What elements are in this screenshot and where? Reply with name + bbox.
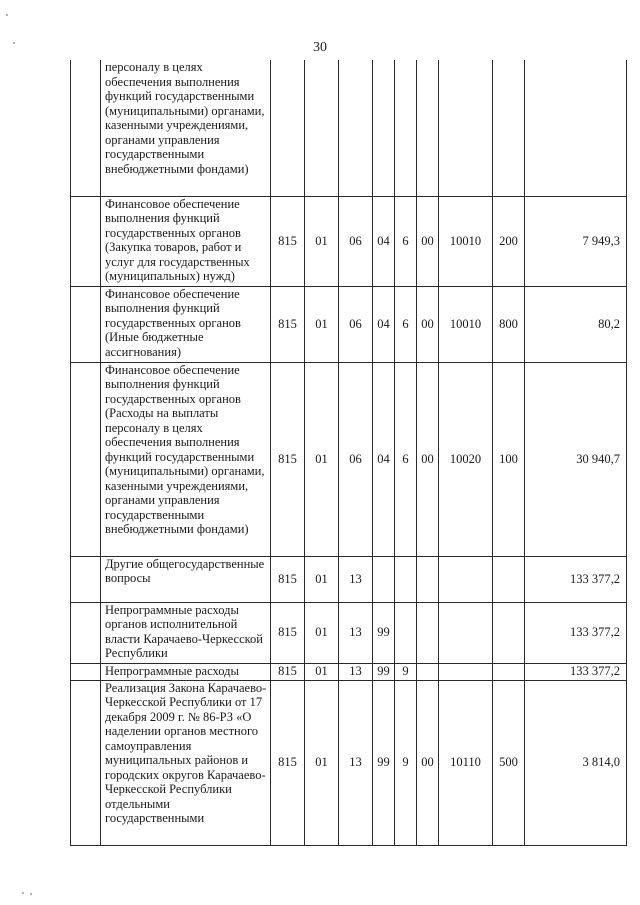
description-cell: Реализация Закона Карачаево-Черкесской Республики от 17 декабря 2009 г. № 86-РЗ «О наделении органов местного самоуправления муниципальных районов и городских округов Карачаево-Черкесской Республики отдельными государственными — [101, 680, 271, 845]
description-cell: Другие общегосударственные вопросы — [101, 556, 271, 602]
expense-type-code-cell: 100 — [493, 362, 525, 556]
budget-table-container — [70, 60, 626, 846]
row-number-cell — [71, 663, 101, 680]
target-article-code-1-cell — [373, 556, 395, 602]
table-row — [71, 286, 627, 362]
section-code-cell: 01 — [305, 196, 339, 286]
amount-cell: 80,2 — [525, 286, 627, 362]
expense-type-code-cell — [493, 663, 525, 680]
amount-cell: 133 377,2 — [525, 602, 627, 663]
target-article-code-3-cell — [417, 60, 439, 196]
row-number-cell — [71, 556, 101, 602]
target-article-code-4-cell: 10010 — [439, 196, 493, 286]
subsection-code-cell: 06 — [339, 286, 373, 362]
description-cell: Финансовое обеспечение выполнения функций государственных органов (Иные бюджетные ассигнования) — [101, 286, 271, 362]
subsection-code-cell: 13 — [339, 680, 373, 845]
target-article-code-1-cell: 99 — [373, 680, 395, 845]
description-cell: персоналу в целях обеспечения выполнения функций государственными (муниципальными) органами, казенными учреждениями, органами управления государственными внебюджетными фондами) — [101, 60, 271, 196]
target-article-code-4-cell — [439, 663, 493, 680]
description-cell: Непрограммные расходы органов исполнительной власти Карачаево-Черкесской Республики — [101, 602, 271, 663]
budget-table — [70, 60, 627, 846]
row-number-cell — [71, 286, 101, 362]
target-article-code-4-cell — [439, 602, 493, 663]
expense-type-code-cell — [493, 60, 525, 196]
subsection-code-cell: 06 — [339, 196, 373, 286]
description-cell: Финансовое обеспечение выполнения функций государственных органов (Закупка товаров, работ и услуг для государственных (муниципальных) нужд) — [101, 196, 271, 286]
section-code-cell: 01 — [305, 663, 339, 680]
row-number-cell — [71, 60, 101, 196]
section-code-cell — [305, 60, 339, 196]
amount-cell: 3 814,0 — [525, 680, 627, 845]
target-article-code-3-cell — [417, 556, 439, 602]
page-number: 30 — [313, 40, 327, 55]
section-code-cell: 01 — [305, 286, 339, 362]
row-number-cell — [71, 362, 101, 556]
subsection-code-cell: 13 — [339, 663, 373, 680]
table-row — [71, 556, 627, 602]
row-number-cell — [71, 196, 101, 286]
target-article-code-1-cell: 04 — [373, 362, 395, 556]
target-article-code-2-cell — [395, 602, 417, 663]
target-article-code-3-cell: 00 — [417, 362, 439, 556]
table-row — [71, 60, 627, 196]
table-row — [71, 602, 627, 663]
expense-type-code-cell: 500 — [493, 680, 525, 845]
ministry-code-cell: 815 — [271, 680, 305, 845]
ministry-code-cell — [271, 60, 305, 196]
row-number-cell — [71, 602, 101, 663]
target-article-code-2-cell: 9 — [395, 680, 417, 845]
amount-cell: 133 377,2 — [525, 663, 627, 680]
amount-cell — [525, 60, 627, 196]
table-row — [71, 680, 627, 845]
description-cell: Финансовое обеспечение выполнения функций государственных органов (Расходы на выплаты персоналу в целях обеспечения выполнения функций государственными (муниципальными) органами, казенными учреждениями, органами управления государственными внебюджетными фондами) — [101, 362, 271, 556]
subsection-code-cell: 06 — [339, 362, 373, 556]
amount-cell: 7 949,3 — [525, 196, 627, 286]
scan-speck — [6, 14, 8, 16]
ministry-code-cell: 815 — [271, 602, 305, 663]
target-article-code-3-cell — [417, 663, 439, 680]
target-article-code-3-cell: 00 — [417, 196, 439, 286]
target-article-code-2-cell — [395, 556, 417, 602]
ministry-code-cell: 815 — [271, 362, 305, 556]
expense-type-code-cell — [493, 556, 525, 602]
subsection-code-cell: 13 — [339, 556, 373, 602]
target-article-code-1-cell: 04 — [373, 286, 395, 362]
amount-cell: 133 377,2 — [525, 556, 627, 602]
target-article-code-3-cell: 00 — [417, 680, 439, 845]
target-article-code-2-cell: 9 — [395, 663, 417, 680]
description-cell: Непрограммные расходы — [101, 663, 271, 680]
expense-type-code-cell — [493, 602, 525, 663]
target-article-code-4-cell: 10010 — [439, 286, 493, 362]
ministry-code-cell: 815 — [271, 663, 305, 680]
expense-type-code-cell: 200 — [493, 196, 525, 286]
section-code-cell: 01 — [305, 602, 339, 663]
scan-speck — [30, 893, 32, 895]
subsection-code-cell: 13 — [339, 602, 373, 663]
scan-speck — [13, 42, 15, 44]
target-article-code-3-cell — [417, 602, 439, 663]
target-article-code-1-cell: 99 — [373, 663, 395, 680]
target-article-code-4-cell: 10110 — [439, 680, 493, 845]
scan-speck — [22, 892, 24, 894]
target-article-code-2-cell: 6 — [395, 286, 417, 362]
target-article-code-2-cell: 6 — [395, 196, 417, 286]
target-article-code-1-cell — [373, 60, 395, 196]
ministry-code-cell: 815 — [271, 196, 305, 286]
expense-type-code-cell: 800 — [493, 286, 525, 362]
row-number-cell — [71, 680, 101, 845]
section-code-cell: 01 — [305, 680, 339, 845]
target-article-code-1-cell: 04 — [373, 196, 395, 286]
table-row — [71, 362, 627, 556]
table-row — [71, 196, 627, 286]
target-article-code-4-cell: 10020 — [439, 362, 493, 556]
section-code-cell: 01 — [305, 362, 339, 556]
target-article-code-1-cell: 99 — [373, 602, 395, 663]
target-article-code-4-cell — [439, 60, 493, 196]
target-article-code-2-cell — [395, 60, 417, 196]
target-article-code-3-cell: 00 — [417, 286, 439, 362]
amount-cell: 30 940,7 — [525, 362, 627, 556]
ministry-code-cell: 815 — [271, 286, 305, 362]
ministry-code-cell: 815 — [271, 556, 305, 602]
table-row — [71, 663, 627, 680]
target-article-code-2-cell: 6 — [395, 362, 417, 556]
target-article-code-4-cell — [439, 556, 493, 602]
subsection-code-cell — [339, 60, 373, 196]
section-code-cell: 01 — [305, 556, 339, 602]
